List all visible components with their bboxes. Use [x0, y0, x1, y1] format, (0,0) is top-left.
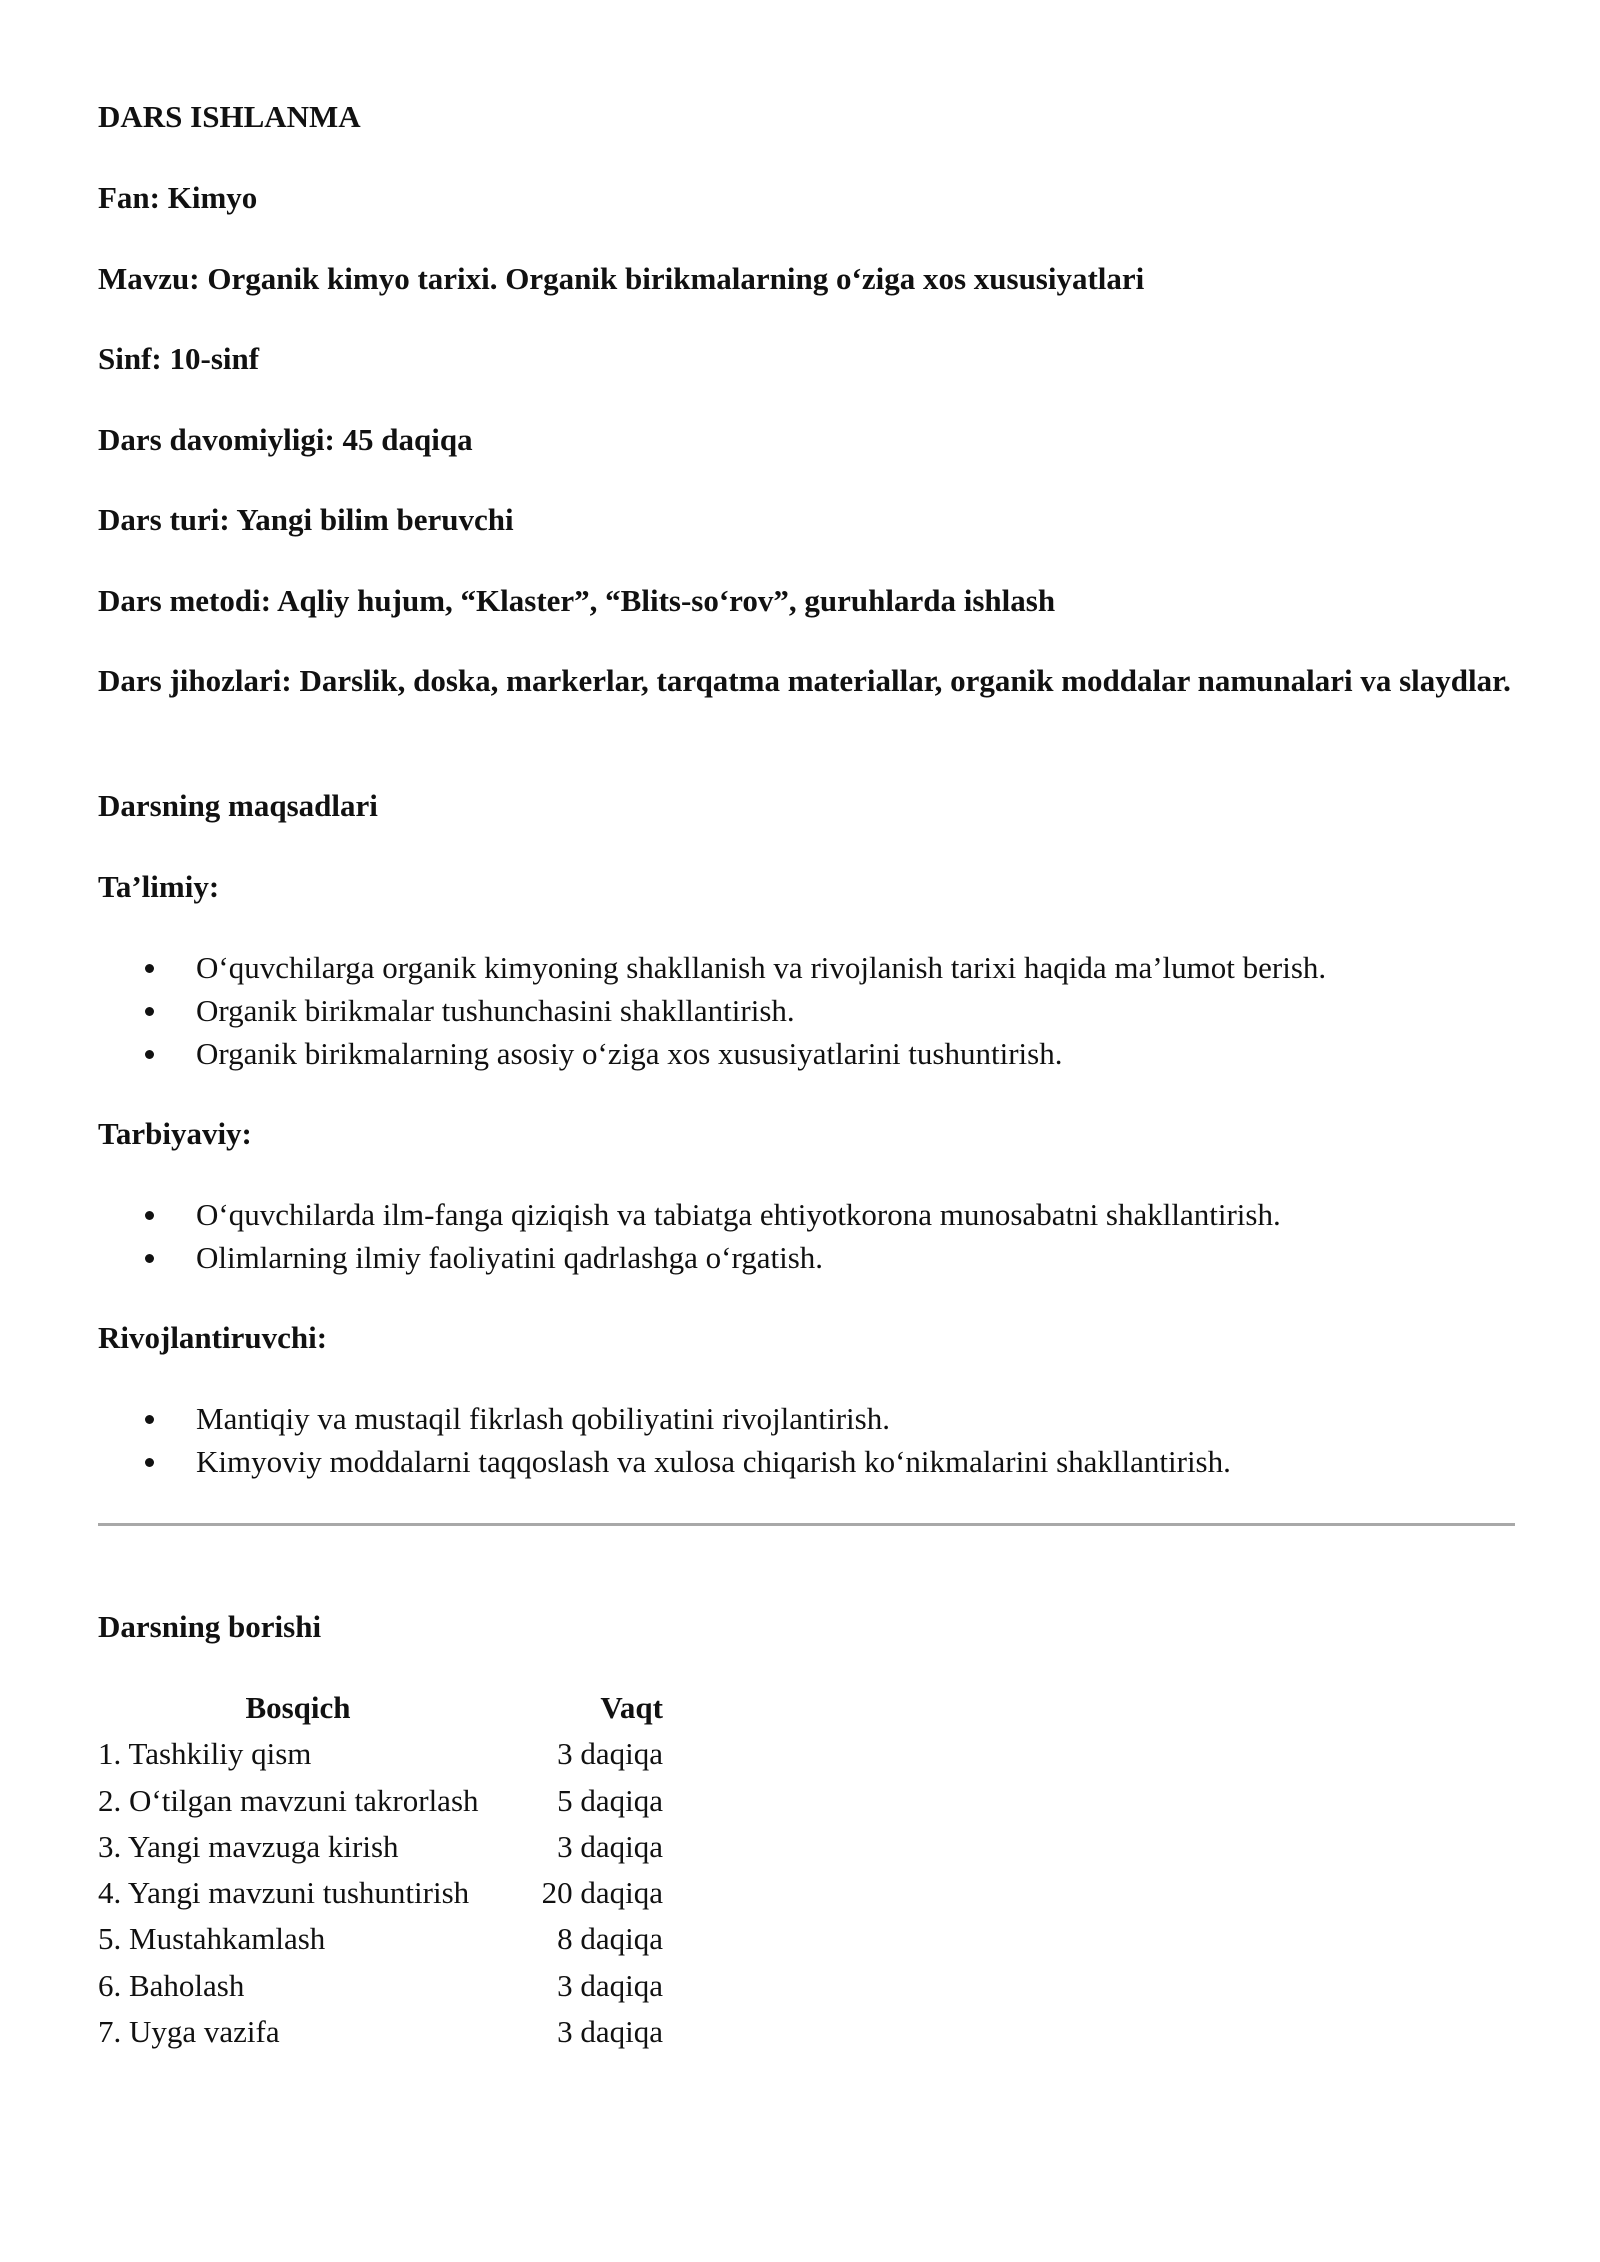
- subject-line: Fan: Kimyo: [98, 180, 258, 215]
- time-cell: 8 daqiqa: [557, 1921, 663, 1957]
- column-header-stage: Bosqich: [245, 1690, 351, 1725]
- lesson-type-line: Dars turi: Yangi bilim beruvchi: [98, 502, 514, 537]
- table-header-row: [98, 1685, 663, 1731]
- stage-cell: 1. Tashkiliy qism: [98, 1736, 312, 1772]
- educational-goals-heading: Ta’limiy:: [98, 869, 220, 904]
- time-cell: 20 daqiqa: [541, 1875, 663, 1911]
- table-row: [98, 1824, 663, 1870]
- list-item: Mantiqiy va mustaqil fikrlash qobiliyatini rivojlantirish.: [98, 1397, 1231, 1440]
- time-cell: 3 daqiqa: [557, 2014, 663, 2050]
- time-cell: 5 daqiqa: [557, 1782, 663, 1818]
- developmental-goals-list: [98, 1397, 1231, 1483]
- equipment-line: Dars jihozlari: Darslik, doska, markerlar, tarqatma materiallar, organik moddalar namunalari va slaydlar.: [98, 663, 1511, 698]
- upbringing-goals-heading: Tarbiyaviy:: [98, 1116, 252, 1151]
- table-row: [98, 1916, 663, 1962]
- list-item: Organik birikmalarning asosiy o‘ziga xos xususiyatlarini tushuntirish.: [98, 1032, 1326, 1075]
- stage-cell: 5. Mustahkamlash: [98, 1921, 326, 1957]
- table-row: [98, 2009, 663, 2055]
- list-item: O‘quvchilarda ilm-fanga qiziqish va tabiatga ehtiyotkorona munosabatni shakllantirish.: [98, 1193, 1281, 1236]
- duration-line: Dars davomiyligi: 45 daqiqa: [98, 422, 473, 457]
- lesson-schedule-table: [98, 1685, 663, 2055]
- table-row: [98, 1870, 663, 1916]
- section-divider: [98, 1523, 1515, 1526]
- stage-cell: 7. Uyga vazifa: [98, 2014, 280, 2050]
- table-row: [98, 1778, 663, 1824]
- stage-cell: 6. Baholash: [98, 1967, 245, 2003]
- goals-heading: Darsning maqsadlari: [98, 788, 378, 823]
- stage-cell: 3. Yangi mavzuga kirish: [98, 1828, 399, 1864]
- list-item: Kimyoviy moddalarni taqqoslash va xulosa chiqarish ko‘nikmalarini shakllantirish.: [98, 1440, 1231, 1483]
- time-cell: 3 daqiqa: [557, 1967, 663, 2003]
- stage-cell: 4. Yangi mavzuni tushuntirish: [98, 1875, 470, 1911]
- lesson-progress-heading: Darsning borishi: [98, 1609, 322, 1644]
- time-cell: 3 daqiqa: [557, 1736, 663, 1772]
- developmental-goals-heading: Rivojlantiruvchi:: [98, 1320, 328, 1355]
- table-row: [98, 1963, 663, 2009]
- methods-line: Dars metodi: Aqliy hujum, “Klaster”, “Blits-so‘rov”, guruhlarda ishlash: [98, 583, 1056, 618]
- list-item: Olimlarning ilmiy faoliyatini qadrlashga o‘rgatish.: [98, 1236, 1281, 1279]
- grade-line: Sinf: 10-sinf: [98, 341, 260, 376]
- column-header-time: Vaqt: [600, 1690, 663, 1725]
- topic-line: Mavzu: Organik kimyo tarixi. Organik birikmalarning o‘ziga xos xususiyatlari: [98, 261, 1145, 296]
- educational-goals-list: [98, 946, 1326, 1075]
- table-row: [98, 1731, 663, 1777]
- stage-cell: 2. O‘tilgan mavzuni takrorlash: [98, 1782, 479, 1818]
- list-item: Organik birikmalar tushunchasini shakllantirish.: [98, 989, 1326, 1032]
- list-item: O‘quvchilarga organik kimyoning shakllanish va rivojlanish tarixi haqida ma’lumot berish.: [98, 946, 1326, 989]
- time-cell: 3 daqiqa: [557, 1828, 663, 1864]
- upbringing-goals-list: [98, 1193, 1281, 1279]
- document-title: DARS ISHLANMA: [98, 99, 361, 134]
